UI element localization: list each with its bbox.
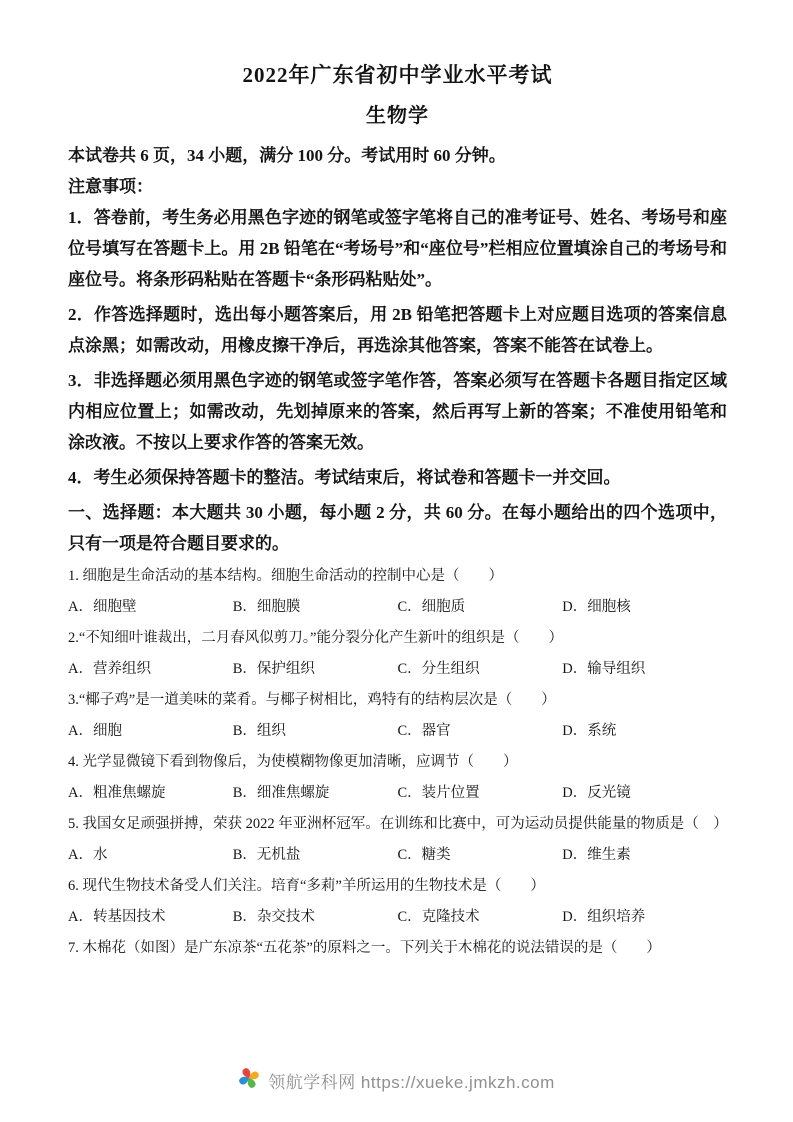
option-d: D．系统 [562,723,617,739]
question-stem: 1. 细胞是生命活动的基本结构。细胞生命活动的控制中心是（ ） [68,568,503,584]
option-c: C．分生组织 [397,661,480,677]
section-heading: 一、选择题：本大题共 30 小题，每小题 2 分，共 60 分。在每小题给出的四个选项中，只有一项是符合题目要求的。 [68,503,727,553]
question-options [68,840,727,871]
question-options [68,778,727,809]
question-6 [68,871,727,933]
option-a: A．细胞 [68,723,122,739]
question-1 [68,561,727,623]
option-b: B．保护组织 [232,661,315,677]
question-4 [68,747,727,809]
question-2 [68,623,727,685]
question-options [68,716,727,747]
multiple-choice-section [68,561,727,964]
option-b: B．无机盐 [232,847,301,863]
notice-item-1: 1．答卷前，考生务必用黑色字迹的钢笔或签字笔将自己的准考证号、姓名、考场号和座位号填写在答题卡上。用 2B 铅笔在“考场号”和“座位号”栏相应位置填涂自己的考场号和座位号。将条形码粘贴在答题卡“条形码粘贴处”。 [68,208,727,289]
option-a: A．营养组织 [68,661,151,677]
exam-subject: 生物学 [366,105,429,127]
question-5 [68,809,727,871]
question-stem: 7. 木棉花（如图）是广东凉茶“五花茶”的原料之一。下列关于木棉花的说法错误的是（ ） [68,940,661,956]
notice-heading: 注意事项： [68,177,153,196]
option-d: D．输导组织 [562,661,646,677]
option-b: B．杂交技术 [232,909,315,925]
question-3 [68,685,727,747]
notice-item-4: 4．考生必须保持答题卡的整洁。考试结束后，将试卷和答题卡一并交回。 [68,468,621,487]
option-c: C．装片位置 [397,785,480,801]
xueke-site-logo-icon [238,1067,260,1094]
question-stem: 4. 光学显微镜下看到物像后，为使模糊物像更加清晰，应调节（ ） [68,754,518,770]
option-a: A．粗准焦螺旋 [68,785,166,801]
question-stem: 3.“椰子鸡”是一道美味的菜肴。与椰子树相比，鸡特有的结构层次是（ ） [68,692,556,708]
question-options [68,654,727,685]
option-a: A．细胞壁 [68,599,137,615]
option-b: B．细准焦螺旋 [232,785,330,801]
option-b: B．组织 [232,723,286,739]
watermark [0,1067,793,1094]
option-a: A．水 [68,847,108,863]
option-c: C．器官 [397,723,451,739]
question-7 [68,933,727,964]
watermark-text: 领航学科网 https://xueke.jmkzh.com [268,1073,555,1092]
option-a: A．转基因技术 [68,909,166,925]
question-stem: 6. 现代生物技术备受人们关注。培育“多莉”羊所运用的生物技术是（ ） [68,878,545,894]
question-options [68,902,727,933]
exam-info: 本试卷共 6 页，34 小题，满分 100 分。考试用时 60 分钟。 [68,146,506,165]
option-d: D．反光镜 [562,785,631,801]
option-d: D．细胞核 [562,599,631,615]
question-stem: 5. 我国女足顽强拼搏，荣获 2022 年亚洲杯冠军。在训练和比赛中，可为运动员提供能量的物质是（ ） [68,816,728,832]
option-c: C．糖类 [397,847,451,863]
question-options [68,592,727,623]
option-c: C．克隆技术 [397,909,480,925]
option-d: D．组织培养 [562,909,646,925]
question-stem: 2.“不知细叶谁裁出，二月春风似剪刀。”能分裂分化产生新叶的组织是（ ） [68,630,563,646]
exam-title: 2022年广东省初中学业水平考试 [242,63,553,87]
option-d: D．维生素 [562,847,631,863]
option-c: C．细胞质 [397,599,466,615]
notice-item-3: 3．非选择题必须用黑色字迹的钢笔或签字笔作答，答案必须写在答题卡各题目指定区域内相应位置上；如需改动，先划掉原来的答案，然后再写上新的答案；不准使用铅笔和涂改液。不按以上要求作答的答案无效。 [68,371,727,452]
notice-item-2: 2．作答选择题时，选出每小题答案后，用 2B 铅笔把答题卡上对应题目选项的答案信息点涂黑；如需改动，用橡皮擦干净后，再选涂其他答案，答案不能答在试卷上。 [68,305,727,355]
option-b: B．细胞膜 [232,599,301,615]
